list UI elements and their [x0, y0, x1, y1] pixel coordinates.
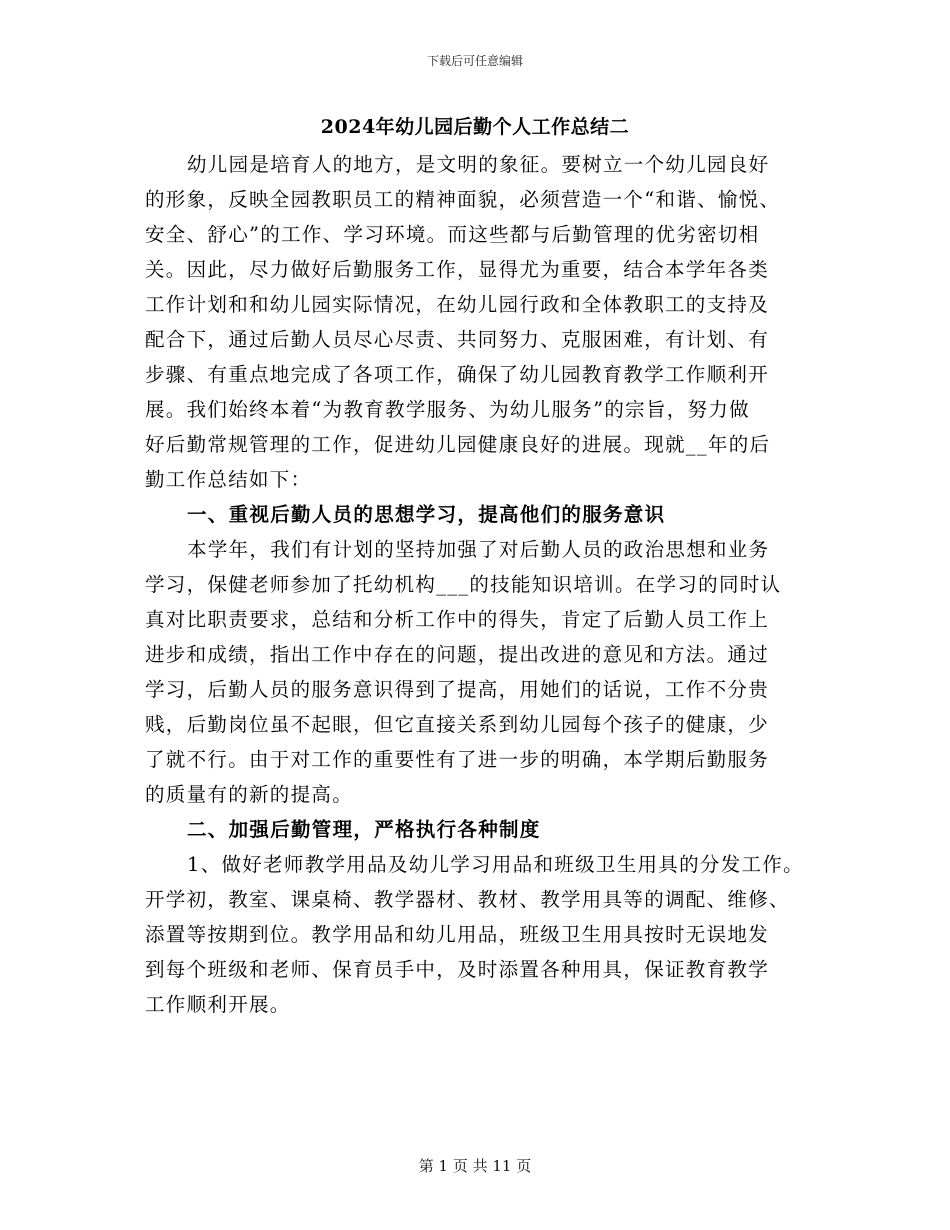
body-line: 工作顺利开展。: [145, 993, 291, 1016]
body-line: 关。因此，尽力做好后勤服务工作，显得尤为重要，结合本学年各类: [145, 258, 770, 281]
body-line: 学习，后勤人员的服务意识得到了提高，用她们的话说，工作不分贵: [145, 678, 770, 701]
body-line: 到每个班级和老师、保育员手中，及时添置各种用具，保证教育教学: [145, 958, 770, 981]
body-line: 真对比职责要求，总结和分析工作中的得失，肯定了后勤人员工作上: [145, 608, 770, 631]
body-line: 1、做好老师教学用品及幼儿学习用品和班级卫生用具的分发工作。: [187, 853, 804, 876]
section-heading-2: 二、加强后勤管理，严格执行各种制度: [187, 818, 541, 841]
body-line: 幼儿园是培育人的地方，是文明的象征。要树立一个幼儿园良好: [187, 153, 770, 176]
body-line: 配合下，通过后勤人员尽心尽责、共同努力、克服困难，有计划、有: [145, 328, 770, 351]
document-body: [145, 147, 817, 1022]
body-line: 进步和成绩，指出工作中存在的问题，提出改进的意见和方法。通过: [145, 643, 770, 666]
body-line: 贱，后勤岗位虽不起眼，但它直接关系到幼儿园每个孩子的健康，少: [145, 713, 770, 736]
header-note: 下载后可任意编辑: [426, 54, 523, 68]
body-line: 的形象，反映全园教职员工的精神面貌，必须营造一个“和谐、愉悦、: [145, 188, 781, 211]
body-line: 学习，保健老师参加了托幼机构___的技能知识培训。在学习的同时认: [145, 573, 782, 596]
body-line: 的质量有的新的提高。: [145, 783, 354, 806]
body-line: 本学年，我们有计划的坚持加强了对后勤人员的政治思想和业务: [187, 538, 770, 561]
body-line: 开学初，教室、课桌椅、教学器材、教材、教学用具等的调配、维修、: [145, 888, 790, 911]
body-line: 工作计划和和幼儿园实际情况，在幼儿园行政和全体教职工的支持及: [145, 293, 770, 316]
body-line: 添置等按期到位。教学用品和幼儿用品，班级卫生用具按时无误地发: [145, 923, 770, 946]
body-line: 勤工作总结如下：: [145, 468, 312, 491]
page-number-footer: 第 1 页 共 11 页: [418, 1157, 532, 1175]
body-line: 了就不行。由于对工作的重要性有了进一步的明确，本学期后勤服务: [145, 748, 770, 771]
body-line: 步骤、有重点地完成了各项工作，确保了幼儿园教育教学工作顺利开: [145, 363, 770, 386]
body-line: 展。我们始终本着“为教育教学服务、为幼儿服务”的宗旨，努力做: [145, 398, 750, 421]
section-heading-1: 一、重视后勤人员的思想学习，提高他们的服务意识: [187, 503, 666, 526]
body-line: 好后勤常规管理的工作，促进幼儿园健康良好的进展。现就__年的后: [145, 433, 771, 456]
body-line: 安全、舒心”的工作、学习环境。而这些都与后勤管理的优劣密切相: [145, 223, 760, 246]
document-title: 2024年幼儿园后勤个人工作总结二: [320, 116, 630, 138]
